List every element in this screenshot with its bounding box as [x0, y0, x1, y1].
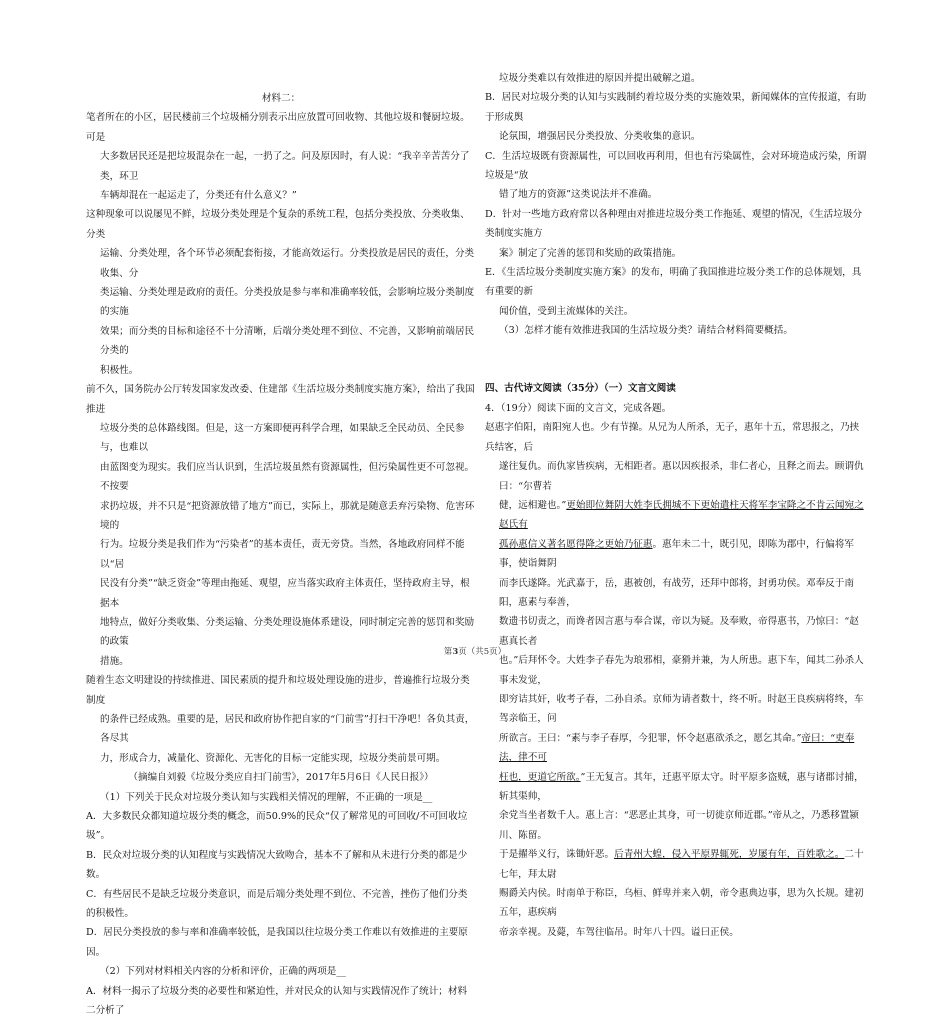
passage-text: 赐爵关内侯。时南单于称臣，乌桓、鲜卑并来入朝，帝令惠典边事，思为久长规。建初五年，惠疾病 [499, 888, 864, 919]
q1-option-a: A．大多数民众都知道垃圾分类的概念，而50.9%的民众“仅了解常见的可回收/不可回收垃圾”。 [86, 811, 468, 842]
passage-line [485, 768, 867, 807]
passage-line [485, 845, 867, 884]
source-citation: （摘编自刘毅《垃圾分类应自扫门前雪》，2017年5月6日《人民日报》） [128, 772, 434, 784]
passage-text: 帝亲幸视。及薨，车驾往临吊。时年八十四。谥曰正侯。 [499, 926, 739, 938]
passage-text: 数遗书切责之，而谗者因言惠与奉合谋，帝以为疑。及奉败，帝得惠书，乃惊曰：“赵惠真长者 [499, 616, 859, 647]
passage-text: ”王无复言。其年，迁惠平原太守。时平原多盗贼，惠与诸郡讨捕，斩其渠帅， [499, 771, 864, 802]
passage-text: 于是擢举义行，诛锄奸恶。 [499, 849, 615, 861]
passage-text: 二十七年，拜太尉 [499, 849, 864, 880]
passage-text: 。惠年未二十，既引见，即陈为郡中，行偏将军事，使诣舞阴 [499, 538, 854, 570]
q1-option-b: B．民众对垃圾分类的认知程度与实践情况大致吻合，基本不了解和从未进行分类的都是少数。 [86, 849, 468, 881]
left-column [86, 0, 476, 1021]
passage-line [485, 884, 867, 923]
passage-text: 而李氏遂降。光武嘉于，岳，惠被创，有战劳，还拜中郎将，封勇功侯。邓奉反于南阳，惠素与奉善， [499, 577, 854, 608]
passage-text: 遂往复仇。而仇家皆疾病，无相距者。惠以因疾报杀，非仁者心，且释之而去。顾谓仇曰：“尔曹若 [499, 461, 864, 492]
passage-line [485, 690, 867, 729]
passage-line [485, 496, 867, 535]
question-1: （1）下列关于民众对垃圾分类认知与实践相关情况的理解，不正确的一项是__ [100, 791, 433, 803]
q2-option-d: D．针对一些地方政府常以各种理由对推进垃圾分类工作拖延、观望的情况，《生活垃圾分类制度实施方 案》制定了完善的惩罚和奖励的政策措施。 [485, 208, 863, 259]
paragraph-4: 随着生态文明建设的持续推进、国民素质的提升和垃圾处理设施的进步，普遍推行垃圾分类制度 的条件已经成熟。重要的是，居民和政府协作把自家的“门前雪”打扫干净吧！各负其责，各尽其 力，形成合力，减量化、资源化、无害化的目标一定能实现，垃圾分类前景可期。 [86, 675, 475, 764]
passage-text: 即穷诘其奸，收考子春，二孙自杀。京师为请者数十，终不听。时赵王良疾病将终，车驾亲临王，问 [499, 693, 864, 725]
passage-line [485, 574, 867, 613]
passage-text: 赵惠字伯阳，南阳宛人也。少有节操。从兄为人所杀，无子，惠年十五，常思报之，乃挟兵结客，后 [485, 422, 860, 453]
q2-option-a-continued: 垃圾分类难以有效推进的原因并提出破解之道。 [499, 73, 701, 84]
classical-chinese-passage [485, 418, 867, 942]
paragraph-2: 这种现象可以说屡见不鲜，垃圾分类处理是个复杂的系统工程，包括分类投放、分类收集、分类 运输、分类处理，各个环节必须配套衔接，才能高效运行。分类投放是居民的责任，分类收集、分 类运输、分类处理是政府的责任。分类投放是参与率和准确率较低，会影响垃圾分类制度的实施 效果；而分类的目标和途径不十分清晰，后端分类处理不到位、不完善，又影响前端居民分类的 积极性。 [86, 209, 475, 376]
passage-text: 余党当坐者数千人。惠上言：“恶恶止其身，可一切徙京师近郡。”帝从之，乃悉移置颍川、陈留。 [499, 810, 859, 841]
paragraph-1: 笔者所在的小区，居民楼前三个垃圾桶分别表示出应放置可回收物、其他垃圾和餐厨垃圾。可是 大多数居民还是把垃圾混杂在一起，一扔了之。问及原因时，有人说：“我辛辛苦苦分了类，环卫 车辆却混在一起运走了，分类还有什么意义？” [86, 112, 470, 202]
passage-text: 健，远相避也。” [499, 499, 567, 511]
passage-text: 也。”后拜怀令。大姓李子春先为琅邪相，豪猾并兼，为人所患。惠下车，闻其二孙杀人事未发觉， [499, 655, 864, 686]
underlined-sentence: 更始即位舞阴大姓李氏拥城不下更始遣柱天将军李宝降之不肯云闻宛之赵氏有 [499, 499, 864, 531]
page-footer: 第3页（共5页） [443, 647, 507, 657]
right-column [485, 0, 867, 942]
q2-option-b: B．居民对垃圾分类的认知与实践制约着垃圾分类的实施效果，新闻媒体的宣传报道，有助于形成舆 论氛围，增强居民分类投放、分类收集的意识。 [485, 92, 867, 143]
passage-text: 所欲言。王曰：“素与李子春厚，今犯罪，怀令赵惠欲杀之，愿乞其命。” [499, 732, 802, 744]
paragraph-3: 前不久，国务院办公厅转发国家发改委、住建部《生活垃圾分类制度实施方案》，给出了我国推进 垃圾分类的总体路线图。但是，这一方案即便再科学合理，如果缺乏全民动员、全民参与，也难以 由蓝图变为现实。我们应当认识到，生活垃圾虽然有资源属性，但污染属性更不可忽视。不按要 求扔垃圾，并不只是“把资源放错了地方”而已，实际上，那就是随意丢弃污染物、危害环境的 行为。垃圾分类是我们作为“污染者”的基本责任，责无旁贷。当然，各地政府同样不能以“居 民没有分类”“缺乏资金”等理由拖延、观望，应当落实政府主体责任，坚持政府主导，根据本 地特点，做好分类收集、分类运输、分类处理设施体系建设，同时制定完善的惩罚和奖励的政策 措施。 [86, 384, 475, 667]
q2-option-a: A．材料一揭示了垃圾分类的必要性和紧迫性，并对民众的认知与实践情况作了统计；材料二分析了 [86, 985, 468, 1017]
passage-line [485, 806, 867, 845]
passage-line [485, 535, 867, 574]
q1-option-d: D．居民分类投放的参与率和准确率较低，是我国以往垃圾分类工作难以有效推进的主要原因。 [86, 927, 468, 958]
q1-option-c: C．有些居民不是缺乏垃圾分类意识，而是后端分类处理不到位、不完善，挫伤了他们分类的积极性。 [86, 888, 468, 920]
total-pages: 5 [483, 647, 490, 657]
question-2: （2）下列对材料相关内容的分析和评价，正确的两项是__ [100, 966, 346, 978]
q2-option-e: E．《生活垃圾分类制度实施方案》的发布，明确了我国推进垃圾分类工作的总体规划，具有重要的新 闻价值，受到主流媒体的关注。 [485, 267, 862, 317]
material-two-title: 材料二： [261, 93, 301, 104]
underlined-sentence: 帝曰：“吏奉法，律不可 [499, 732, 855, 764]
page-number: 3 [452, 647, 459, 657]
passage-line [485, 729, 867, 768]
passage-line [485, 923, 867, 942]
question-3: （3）怎样才能有效推进我国的生活垃圾分类？请结合材料简要概括。 [499, 325, 793, 337]
question-4: 4．（19分）阅读下面的文言文，完成各题。 [485, 402, 672, 414]
underlined-sentence: 枉也，更道它所欲。 [499, 771, 581, 783]
passage-line [485, 418, 867, 457]
underlined-sentence: 后青州大蝗，侵入平原界辄死，岁屡有年，百姓歌之。 [614, 849, 845, 861]
passage-line [485, 457, 867, 496]
q2-option-c: C．生活垃圾既有资源属性，可以回收再利用，但也有污染属性，会对环境造成污染，所谓垃圾是“放 错了地方的资源”这类说法并不准确。 [485, 150, 867, 201]
underlined-sentence: 孤孙惠信义著名愿得降之更始乃征惠 [499, 538, 653, 550]
section-heading: 四、古代诗文阅读（35分）（一）文言文阅读 [485, 383, 676, 395]
